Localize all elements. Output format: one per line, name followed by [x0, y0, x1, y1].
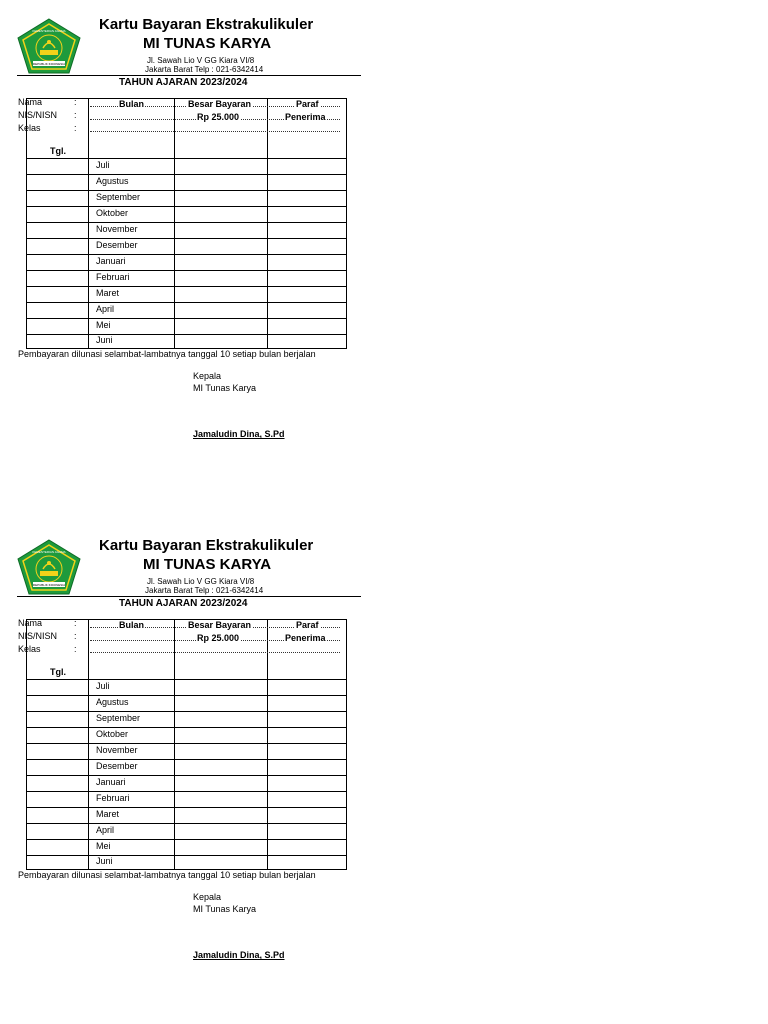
- month-label: Mei: [96, 841, 111, 851]
- card-title: Kartu Bayaran Ekstrakulikuler: [99, 16, 314, 33]
- header-penerima: Penerima: [285, 112, 326, 122]
- header-bulan: Bulan: [119, 99, 145, 109]
- month-label: Desember: [96, 761, 138, 771]
- field-colon: :: [74, 123, 77, 133]
- school-phone: Jakarta Barat Telp : 021-6342414: [145, 586, 264, 595]
- header-divider: [17, 596, 361, 597]
- signatory-name: Jamaludin Dina, S.Pd: [193, 429, 285, 439]
- header-tgl: Tgl.: [50, 146, 66, 156]
- school-phone: Jakarta Barat Telp : 021-6342414: [145, 65, 264, 74]
- field-colon: :: [74, 631, 77, 641]
- card-title: Kartu Bayaran Ekstrakulikuler: [99, 537, 314, 554]
- field-label-nama: Nama: [18, 618, 43, 628]
- month-label: Februari: [96, 272, 130, 282]
- school-address: Jl. Sawah Lio V GG Kiara VI/8: [147, 56, 255, 65]
- payment-table: [26, 619, 347, 870]
- header-divider: [17, 75, 361, 76]
- payment-note: Pembayaran dilunasi selambat-lambatnya tanggal 10 setiap bulan berjalan: [18, 870, 316, 880]
- month-label: Mei: [96, 320, 111, 330]
- month-label: Juli: [96, 160, 110, 170]
- header-bulan: Bulan: [119, 620, 145, 630]
- month-label: Agustus: [96, 176, 129, 186]
- field-colon: :: [74, 97, 77, 107]
- field-colon: :: [74, 644, 77, 654]
- month-label: Agustus: [96, 697, 129, 707]
- field-label-nis: NIS/NISN: [18, 110, 58, 120]
- field-fill-kelas[interactable]: [90, 652, 340, 653]
- field-label-kelas: Kelas: [18, 644, 41, 654]
- header-tgl: Tgl.: [50, 667, 66, 677]
- header-amount: Rp 25.000: [197, 112, 240, 122]
- header-amount: Rp 25.000: [197, 633, 240, 643]
- kemenag-logo-icon: [16, 539, 82, 595]
- svg-text:KEMENTERIAN AGAMA: KEMENTERIAN AGAMA: [32, 550, 66, 554]
- month-label: April: [96, 825, 115, 835]
- month-label: Juli: [96, 681, 110, 691]
- month-label: Oktober: [96, 729, 129, 739]
- month-label: Januari: [96, 256, 126, 266]
- academic-year: TAHUN AJARAN 2023/2024: [119, 77, 248, 88]
- month-label: September: [96, 713, 141, 723]
- month-label: Juni: [96, 335, 113, 345]
- signature-title: Kepala: [193, 371, 222, 381]
- signature-institution: MI Tunas Karya: [193, 383, 257, 393]
- signature-institution: MI Tunas Karya: [193, 904, 257, 914]
- header-besar-bayaran: Besar Bayaran: [188, 99, 252, 109]
- kemenag-logo-icon: [16, 18, 82, 74]
- academic-year: TAHUN AJARAN 2023/2024: [119, 598, 248, 609]
- month-label: September: [96, 192, 141, 202]
- month-label: November: [96, 745, 138, 755]
- school-name: MI TUNAS KARYA: [143, 556, 272, 573]
- month-label: Maret: [96, 809, 120, 819]
- month-label: Oktober: [96, 208, 129, 218]
- header-paraf: Paraf: [296, 99, 319, 109]
- field-label-kelas: Kelas: [18, 123, 41, 133]
- month-label: Desember: [96, 240, 138, 250]
- month-label: April: [96, 304, 115, 314]
- payment-table: [26, 98, 347, 349]
- school-name: MI TUNAS KARYA: [143, 35, 272, 52]
- month-label: November: [96, 224, 138, 234]
- field-label-nama: Nama: [18, 97, 43, 107]
- field-fill-kelas[interactable]: [90, 131, 340, 132]
- header-paraf: Paraf: [296, 620, 319, 630]
- payment-note: Pembayaran dilunasi selambat-lambatnya tanggal 10 setiap bulan berjalan: [18, 349, 316, 359]
- svg-text:REPUBLIK INDONESIA: REPUBLIK INDONESIA: [32, 583, 66, 587]
- month-label: Juni: [96, 856, 113, 866]
- school-address: Jl. Sawah Lio V GG Kiara VI/8: [147, 577, 255, 586]
- field-colon: :: [74, 618, 77, 628]
- svg-text:KEMENTERIAN AGAMA: KEMENTERIAN AGAMA: [32, 29, 66, 33]
- month-label: Januari: [96, 777, 126, 787]
- month-label: Februari: [96, 793, 130, 803]
- month-label: Maret: [96, 288, 120, 298]
- svg-text:REPUBLIK INDONESIA: REPUBLIK INDONESIA: [32, 62, 66, 66]
- header-penerima: Penerima: [285, 633, 326, 643]
- header-besar-bayaran: Besar Bayaran: [188, 620, 252, 630]
- field-label-nis: NIS/NISN: [18, 631, 58, 641]
- field-colon: :: [74, 110, 77, 120]
- payment-card-1: [0, 0, 768, 470]
- payment-card-2: [0, 521, 768, 991]
- signature-title: Kepala: [193, 892, 222, 902]
- signatory-name: Jamaludin Dina, S.Pd: [193, 950, 285, 960]
